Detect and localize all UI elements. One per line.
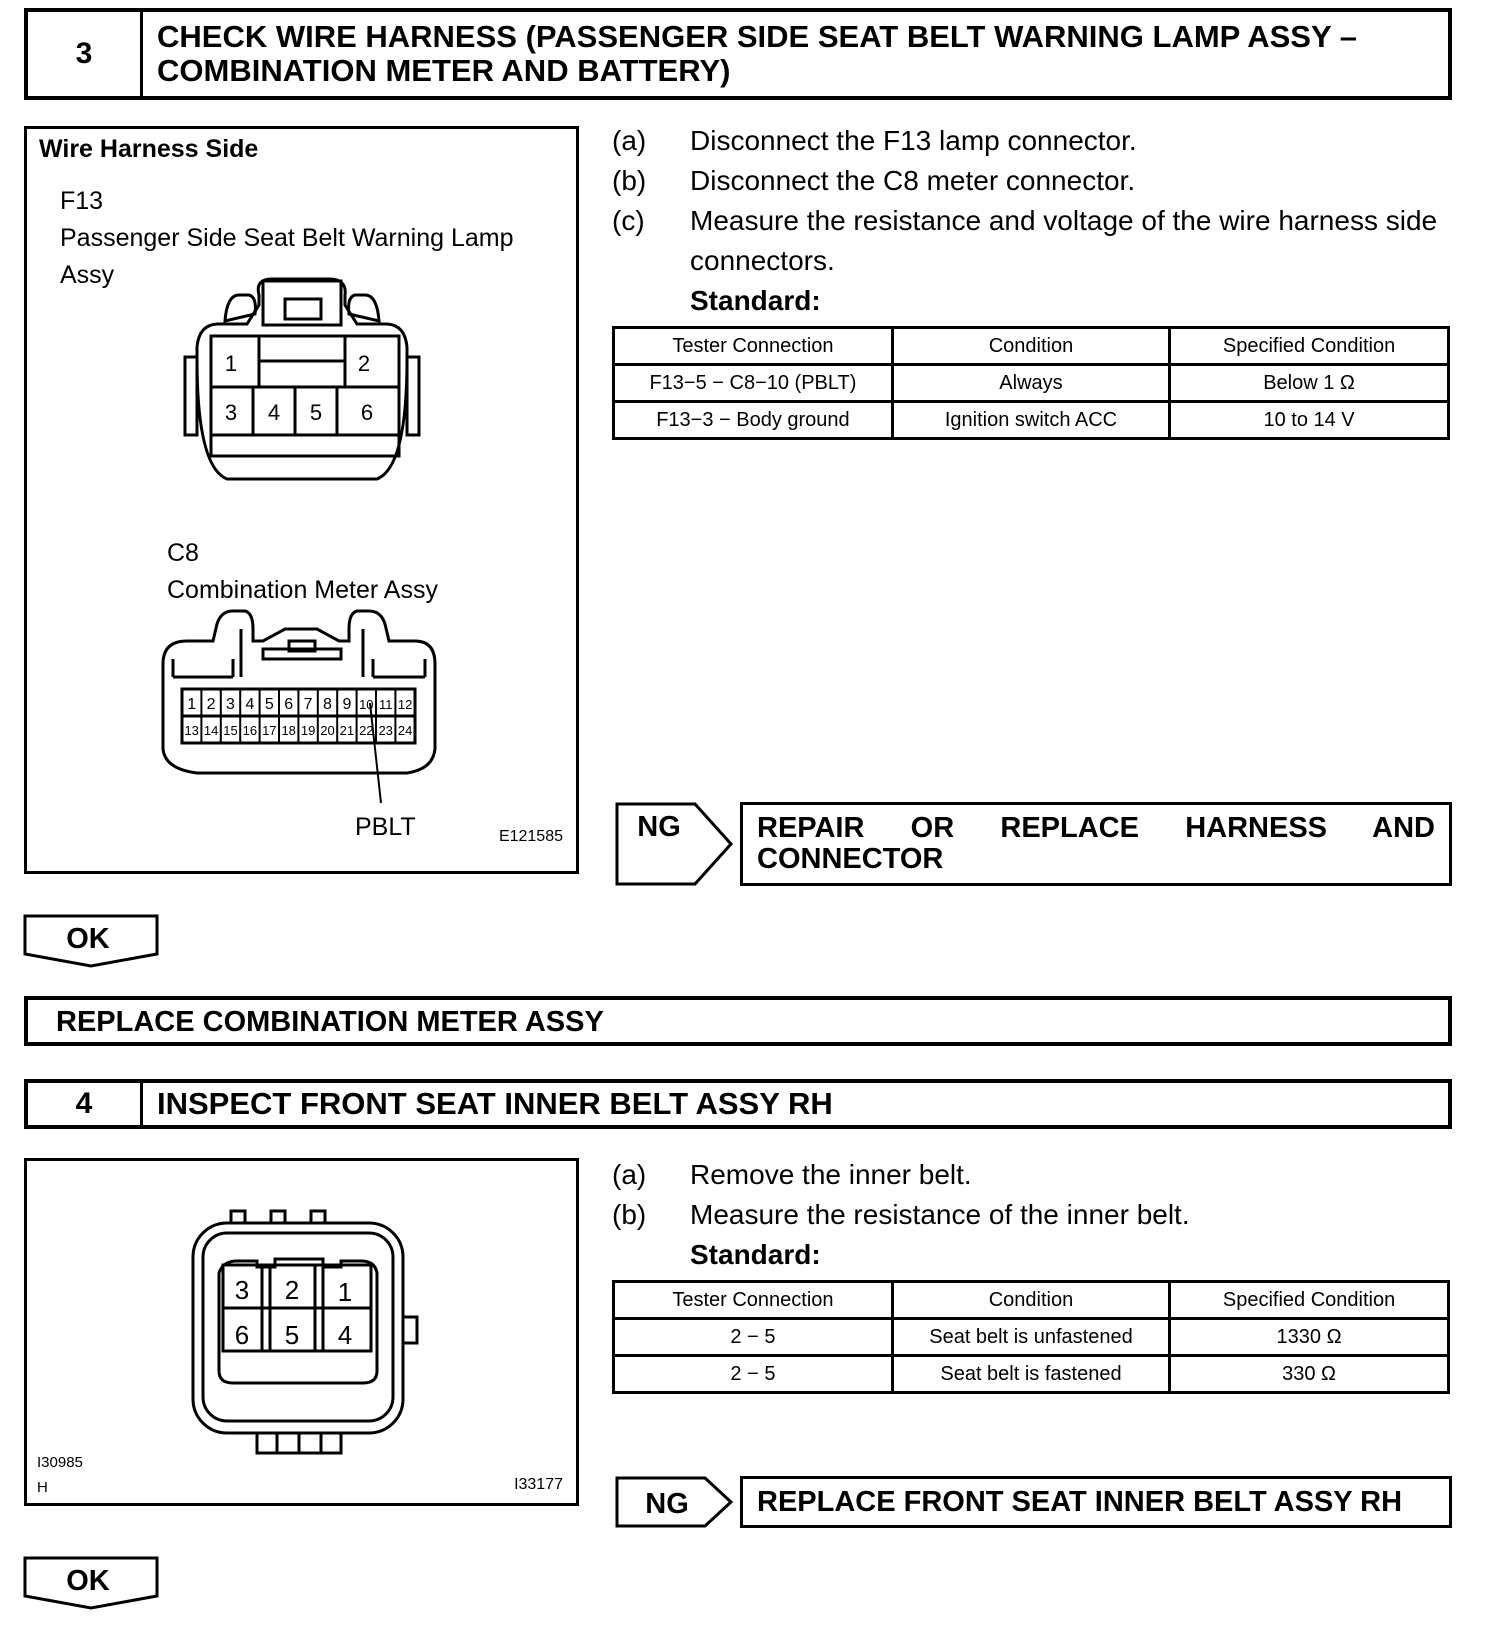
c8-pin: 22 <box>359 723 374 738</box>
standard-label: Standard: <box>690 1239 821 1270</box>
table-header: Tester Connection <box>614 1282 893 1319</box>
ok-label: OK <box>66 1565 110 1597</box>
table-cell: 10 to 14 V <box>1170 402 1449 439</box>
table-row <box>614 365 1449 402</box>
c8-pin: 23 <box>378 723 393 738</box>
step3-action-box <box>24 996 1452 1046</box>
f13-pin: 1 <box>224 351 238 376</box>
figure-id: I33177 <box>514 1476 563 1493</box>
ref-id: I30985 <box>37 1454 83 1471</box>
ng-result-text: REPAIR OR REPLACE HARNESS AND CONNECTOR <box>757 812 1435 875</box>
step3-instructions <box>612 121 1454 321</box>
step-text: Measure the resistance and voltage of the wire harness side connectors. <box>690 205 1438 276</box>
ng-arrow-icon <box>615 802 735 886</box>
c8-name: Combination Meter Assy <box>167 576 438 604</box>
step-item <box>612 121 1454 161</box>
ok-tab-icon <box>23 914 161 968</box>
table-row <box>614 402 1449 439</box>
table-cell: F13−5 − C8−10 (PBLT) <box>614 365 893 402</box>
pblt-label: PBLT <box>355 813 416 841</box>
table-cell: F13−3 − Body ground <box>614 402 893 439</box>
table-row <box>614 1356 1449 1393</box>
step-item <box>612 1155 1454 1195</box>
figure-heading: Wire Harness Side <box>39 135 259 163</box>
c8-pin: 6 <box>284 696 294 713</box>
table-cell: 2 − 5 <box>614 1356 893 1393</box>
figure-id: E121585 <box>498 828 563 845</box>
ok-tab-icon <box>23 1556 161 1610</box>
table-header-row <box>614 328 1449 365</box>
pin-label: 3 <box>234 1275 250 1305</box>
step4-title: INSPECT FRONT SEAT INNER BELT ASSY RH <box>157 1086 833 1121</box>
step-item <box>612 161 1454 201</box>
c8-pin: 8 <box>323 696 332 713</box>
table-cell: Ignition switch ACC <box>892 402 1169 439</box>
table-header: Specified Condition <box>1170 328 1449 365</box>
step-label: (a) <box>612 125 647 156</box>
c8-pin: 5 <box>264 696 274 713</box>
step4-header <box>24 1079 1452 1129</box>
c8-pin: 11 <box>378 697 393 712</box>
step3-ok-tab <box>23 914 161 968</box>
c8-pin: 18 <box>281 723 296 738</box>
step4-spec-table <box>612 1280 1450 1394</box>
inner-belt-connector-diagram <box>27 1161 576 1503</box>
table-cell: Seat belt is fastened <box>892 1356 1169 1393</box>
table-cell: Below 1 Ω <box>1170 365 1449 402</box>
f13-pin: 6 <box>360 400 374 425</box>
table-cell: Always <box>892 365 1169 402</box>
c8-code: C8 <box>167 539 199 567</box>
ng-result-text: REPLACE FRONT SEAT INNER BELT ASSY RH <box>757 1486 1403 1518</box>
c8-pin: 21 <box>339 723 355 738</box>
step3-number: 3 <box>28 12 143 96</box>
step4-instructions <box>612 1155 1454 1275</box>
table-cell: 2 − 5 <box>614 1319 893 1356</box>
step-text: Remove the inner belt. <box>690 1159 972 1190</box>
step4-figure <box>24 1158 579 1506</box>
table-header: Condition <box>892 1282 1169 1319</box>
step-item <box>612 201 1454 281</box>
table-cell: 1330 Ω <box>1170 1319 1449 1356</box>
c8-pin: 20 <box>320 723 335 738</box>
step-label: (b) <box>612 165 647 196</box>
ok-label: OK <box>66 923 110 955</box>
c8-connector-icon <box>163 611 435 803</box>
step-label: (b) <box>612 1199 647 1230</box>
pin-label: 5 <box>284 1320 300 1350</box>
f13-pin: 5 <box>309 400 323 425</box>
c8-pin: 13 <box>184 723 199 738</box>
c8-pin: 12 <box>397 697 413 712</box>
ng-arrow-icon <box>615 1476 735 1528</box>
step-item <box>612 1195 1454 1235</box>
c8-pin: 24 <box>397 723 413 738</box>
c8-pin: 14 <box>203 723 219 738</box>
wire-harness-diagram <box>27 129 576 871</box>
c8-pin: 7 <box>303 696 313 713</box>
c8-pin: 10 <box>359 697 374 712</box>
c8-pin: 2 <box>206 696 216 713</box>
f13-pin: 2 <box>357 351 371 376</box>
pin-label: 6 <box>234 1320 250 1350</box>
c8-pin: 4 <box>245 696 255 713</box>
inner-belt-pin-labels <box>235 1275 352 1350</box>
step3-figure <box>24 126 579 874</box>
step-text: Disconnect the F13 lamp connector. <box>690 125 1137 156</box>
pin-label: 4 <box>337 1320 353 1350</box>
step4-ok-tab <box>23 1556 161 1610</box>
step4-number: 4 <box>28 1083 143 1125</box>
pin-label: 2 <box>284 1275 300 1305</box>
table-header: Specified Condition <box>1170 1282 1449 1319</box>
step4-ng-arrow <box>615 1476 735 1528</box>
step3-ng-result <box>740 802 1452 886</box>
action-text: REPLACE COMBINATION METER ASSY <box>56 1006 604 1038</box>
table-header-row <box>614 1282 1449 1319</box>
inner-belt-connector-icon <box>193 1211 417 1453</box>
c8-pin: 1 <box>187 696 197 713</box>
c8-pin: 19 <box>300 723 316 738</box>
step3-spec-table <box>612 326 1450 440</box>
c8-pin: 15 <box>223 723 238 738</box>
f13-name-line2: Assy <box>60 261 115 289</box>
c8-pin: 3 <box>226 696 235 713</box>
table-header: Condition <box>892 328 1169 365</box>
step-label: (c) <box>612 205 645 236</box>
c8-pin: 16 <box>242 723 258 738</box>
standard-label: Standard: <box>690 285 821 316</box>
pin-label: 1 <box>337 1277 353 1307</box>
table-header: Tester Connection <box>614 328 893 365</box>
step-text: Measure the resistance of the inner belt. <box>690 1199 1190 1230</box>
step3-title: CHECK WIRE HARNESS (PASSENGER SIDE SEAT BELT WARNING LAMP ASSY – COMBINATION METER AND BATTERY) <box>157 19 1357 88</box>
ng-label: NG <box>645 1488 689 1520</box>
step4-ng-result <box>740 1476 1452 1528</box>
ref-letter: H <box>37 1479 48 1496</box>
step3-header <box>24 8 1452 100</box>
f13-name-line1: Passenger Side Seat Belt Warning Lamp <box>60 224 514 252</box>
table-cell: Seat belt is unfastened <box>892 1319 1169 1356</box>
c8-pin: 17 <box>262 723 277 738</box>
step3-ng-arrow <box>615 802 735 886</box>
c8-pin: 9 <box>342 696 352 713</box>
ng-label: NG <box>637 811 681 843</box>
f13-connector-icon <box>185 279 419 479</box>
f13-pin: 4 <box>267 400 281 425</box>
step-text: Disconnect the C8 meter connector. <box>690 165 1136 196</box>
f13-pin: 3 <box>224 400 238 425</box>
table-cell: 330 Ω <box>1170 1356 1449 1393</box>
table-row <box>614 1319 1449 1356</box>
f13-code: F13 <box>60 187 104 215</box>
step-label: (a) <box>612 1159 647 1190</box>
